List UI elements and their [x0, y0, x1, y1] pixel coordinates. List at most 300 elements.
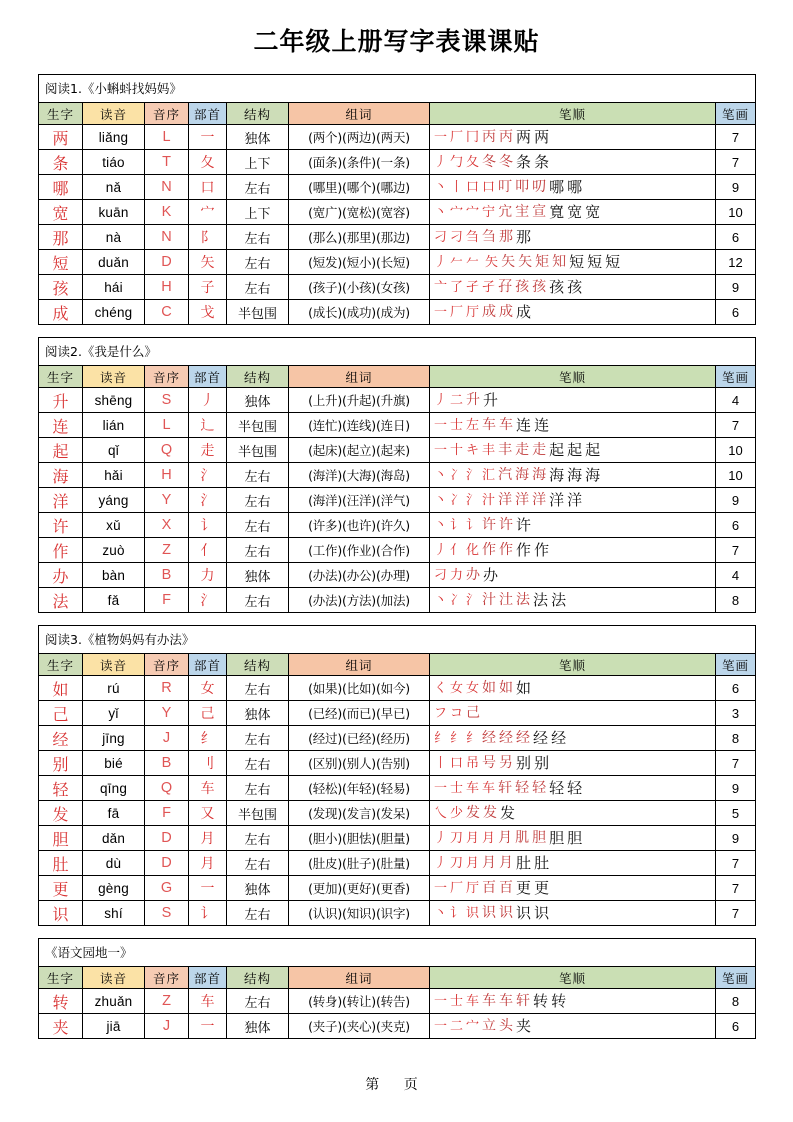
cell-radical: 氵 — [189, 488, 227, 513]
stroke-step: 经 — [482, 730, 497, 746]
cell-words: (成长)(成功)(成为) — [289, 300, 430, 325]
column-header-yin: 读音 — [83, 103, 145, 125]
stroke-step: 十 — [450, 442, 464, 458]
cell-character: 洋 — [39, 488, 83, 513]
stroke-step: 轻 — [567, 778, 583, 797]
stroke-step: 叮 — [498, 179, 513, 195]
cell-radical: 女 — [189, 676, 227, 701]
stroke-step: 丿 — [434, 392, 448, 408]
table-row — [39, 538, 756, 563]
cell-stroke-order — [430, 826, 716, 851]
column-header-jiegou: 结构 — [227, 967, 289, 989]
stroke-step: 胆 — [567, 828, 583, 847]
cell-pinyin: qīng — [83, 776, 145, 801]
cell-stroke-count: 7 — [716, 125, 756, 150]
cell-radical: 夂 — [189, 150, 227, 175]
cell-structure: 左右 — [227, 275, 289, 300]
stroke-step: 丶 — [434, 517, 448, 533]
cell-initial-letter: D — [145, 826, 189, 851]
cell-stroke-count: 9 — [716, 776, 756, 801]
cell-words: (孩子)(小孩)(女孩) — [289, 275, 430, 300]
cell-stroke-order — [430, 125, 716, 150]
cell-character: 识 — [39, 901, 83, 926]
cell-pinyin: shí — [83, 901, 145, 926]
cell-stroke-order — [430, 438, 716, 463]
cell-character: 胆 — [39, 826, 83, 851]
cell-words: (认识)(知识)(识字) — [289, 901, 430, 926]
cell-pinyin: zhuǎn — [83, 989, 145, 1014]
stroke-step: 乀 — [434, 805, 448, 821]
stroke-step: 哪 — [567, 177, 583, 196]
stroke-step: 吊 — [466, 755, 480, 771]
cell-stroke-order — [430, 901, 716, 926]
cell-initial-letter: J — [145, 726, 189, 751]
column-header-bushou: 部首 — [189, 103, 227, 125]
stroke-step: 孑 — [466, 279, 480, 295]
column-header-bishun: 笔顺 — [430, 654, 716, 676]
cell-stroke-count: 7 — [716, 851, 756, 876]
stroke-step: 口 — [466, 179, 480, 195]
stroke-step: 矢 — [518, 254, 533, 270]
column-header-zi: 生字 — [39, 366, 83, 388]
cell-character: 条 — [39, 150, 83, 175]
lesson-caption-row — [39, 626, 756, 654]
stroke-step: 那 — [499, 229, 514, 245]
stroke-step: 经 — [499, 730, 514, 746]
cell-pinyin: hái — [83, 275, 145, 300]
stroke-step: 丶 — [434, 592, 448, 608]
cell-structure: 独体 — [227, 876, 289, 901]
stroke-step: 一 — [434, 993, 448, 1009]
table-row — [39, 826, 756, 851]
cell-stroke-count: 9 — [716, 175, 756, 200]
cell-structure: 上下 — [227, 150, 289, 175]
cell-stroke-count: 6 — [716, 1014, 756, 1039]
column-header-yin: 读音 — [83, 654, 145, 676]
stroke-step: 一 — [434, 880, 448, 896]
stroke-step: 车 — [466, 780, 480, 796]
stroke-step: 法 — [516, 592, 531, 608]
stroke-step: 别 — [516, 753, 532, 772]
table-row — [39, 300, 756, 325]
table-header-row — [39, 103, 756, 125]
character-table — [38, 938, 756, 1039]
stroke-step: 经 — [551, 728, 567, 747]
cell-stroke-order — [430, 989, 716, 1014]
cell-words: (宽广)(宽松)(宽容) — [289, 200, 430, 225]
cell-initial-letter: X — [145, 513, 189, 538]
stroke-step: 轩 — [498, 780, 513, 796]
cell-character: 别 — [39, 751, 83, 776]
stroke-step: 夂 — [466, 154, 480, 170]
table-header-row — [39, 654, 756, 676]
stroke-step: 厂 — [450, 880, 464, 896]
cell-initial-letter: D — [145, 250, 189, 275]
cell-initial-letter: J — [145, 1014, 189, 1039]
stroke-step: 月 — [498, 830, 513, 846]
cell-stroke-count: 7 — [716, 901, 756, 926]
table-row — [39, 851, 756, 876]
stroke-step: 氵 — [466, 467, 480, 483]
stroke-step: 孩 — [532, 279, 547, 295]
stroke-step: 丨 — [450, 179, 464, 195]
cell-pinyin: duǎn — [83, 250, 145, 275]
cell-pinyin: fā — [83, 801, 145, 826]
table-row — [39, 388, 756, 413]
stroke-step: 月 — [466, 830, 480, 846]
cell-character: 轻 — [39, 776, 83, 801]
cell-stroke-order — [430, 200, 716, 225]
table-row — [39, 876, 756, 901]
stroke-step: 两 — [516, 127, 532, 146]
cell-stroke-order — [430, 175, 716, 200]
stroke-step: 一 — [434, 129, 448, 145]
cell-radical: 戈 — [189, 300, 227, 325]
cell-words: (那么)(那里)(那边) — [289, 225, 430, 250]
cell-pinyin: xǔ — [83, 513, 145, 538]
stroke-step: 条 — [534, 152, 550, 171]
stroke-step: 转 — [551, 991, 567, 1010]
cell-radical: 矢 — [189, 250, 227, 275]
table-row — [39, 776, 756, 801]
cell-character: 肚 — [39, 851, 83, 876]
stroke-step: 法 — [551, 590, 567, 609]
cell-pinyin: chéng — [83, 300, 145, 325]
column-header-yinxu: 音序 — [145, 103, 189, 125]
cell-stroke-order — [430, 150, 716, 175]
stroke-step: 更 — [516, 878, 532, 897]
cell-words: (工作)(作业)(合作) — [289, 538, 430, 563]
cell-words: (海洋)(汪洋)(洋气) — [289, 488, 430, 513]
cell-structure: 半包围 — [227, 413, 289, 438]
cell-pinyin: hǎi — [83, 463, 145, 488]
cell-character: 连 — [39, 413, 83, 438]
cell-pinyin: bié — [83, 751, 145, 776]
stroke-step: 号 — [482, 755, 497, 771]
cell-initial-letter: S — [145, 388, 189, 413]
stroke-step: 力 — [450, 567, 464, 583]
cell-words: (发现)(发言)(发呆) — [289, 801, 430, 826]
cell-stroke-order — [430, 488, 716, 513]
stroke-step: 轻 — [515, 780, 530, 796]
stroke-step: 成 — [499, 304, 514, 320]
stroke-step: 连 — [516, 415, 532, 434]
stroke-step: 汇 — [482, 467, 496, 483]
column-header-zi: 生字 — [39, 103, 83, 125]
stroke-step: 丿 — [434, 254, 448, 270]
cell-initial-letter: Y — [145, 488, 189, 513]
table-row — [39, 250, 756, 275]
cell-stroke-order — [430, 751, 716, 776]
stroke-step: 洋 — [515, 492, 530, 508]
cell-initial-letter: L — [145, 125, 189, 150]
stroke-step: 海 — [549, 465, 565, 484]
stroke-step: 刁 — [450, 229, 464, 245]
stroke-step: 车 — [499, 417, 514, 433]
cell-stroke-count: 6 — [716, 300, 756, 325]
stroke-step: 百 — [482, 880, 497, 896]
cell-structure: 左右 — [227, 175, 289, 200]
cell-pinyin: tiáo — [83, 150, 145, 175]
cell-initial-letter: R — [145, 676, 189, 701]
stroke-step: 口 — [482, 179, 496, 195]
stroke-step: キ — [466, 442, 480, 458]
cell-pinyin: yáng — [83, 488, 145, 513]
cell-pinyin: dǎn — [83, 826, 145, 851]
cell-initial-letter: B — [145, 751, 189, 776]
stroke-step: 丶 — [434, 204, 448, 220]
character-table — [38, 74, 756, 325]
cell-character: 起 — [39, 438, 83, 463]
cell-words: (胆小)(胆怯)(胆量) — [289, 826, 430, 851]
table-row — [39, 125, 756, 150]
stroke-step: 女 — [466, 680, 480, 696]
cell-stroke-order — [430, 876, 716, 901]
cell-stroke-order — [430, 250, 716, 275]
cell-words: (办法)(方法)(加法) — [289, 588, 430, 613]
stroke-step: 孩 — [567, 277, 583, 296]
lesson-block — [38, 74, 755, 325]
stroke-step: 丰 — [482, 442, 496, 458]
cell-pinyin: jiā — [83, 1014, 145, 1039]
cell-structure: 上下 — [227, 200, 289, 225]
stroke-step: 二 — [450, 1018, 464, 1034]
stroke-step: 肚 — [534, 853, 550, 872]
stroke-step: 车 — [482, 993, 497, 1009]
stroke-step: 轩 — [516, 993, 531, 1009]
stroke-step: 条 — [516, 152, 532, 171]
cell-radical: 己 — [189, 701, 227, 726]
stroke-step: 丶 — [434, 492, 448, 508]
cell-stroke-count: 10 — [716, 438, 756, 463]
stroke-step: 二 — [450, 392, 464, 408]
cell-character: 发 — [39, 801, 83, 826]
stroke-step: 作 — [499, 542, 514, 558]
stroke-step: 少 — [450, 805, 464, 821]
stroke-step: 宀 — [450, 204, 464, 220]
stroke-step: 宣 — [532, 204, 547, 220]
stroke-step: 海 — [567, 465, 583, 484]
cell-initial-letter: H — [145, 275, 189, 300]
table-row — [39, 901, 756, 926]
cell-pinyin: gèng — [83, 876, 145, 901]
stroke-step: 刍 — [482, 229, 497, 245]
cell-character: 作 — [39, 538, 83, 563]
stroke-step: 如 — [482, 680, 497, 696]
table-header-row — [39, 967, 756, 989]
cell-structure: 左右 — [227, 513, 289, 538]
stroke-step: 一 — [434, 442, 448, 458]
lesson-caption: 阅读3.《植物妈妈有办法》 — [39, 626, 756, 654]
cell-structure: 半包围 — [227, 438, 289, 463]
cell-character: 短 — [39, 250, 83, 275]
stroke-step: 宽 — [567, 202, 583, 221]
stroke-step: 氵 — [466, 492, 480, 508]
stroke-step: 洋 — [532, 492, 547, 508]
stroke-step: 宀 — [466, 1018, 480, 1034]
lesson-container — [38, 74, 755, 1039]
cell-structure: 左右 — [227, 250, 289, 275]
stroke-step: 海 — [585, 465, 601, 484]
cell-radical: 子 — [189, 275, 227, 300]
cell-radical: 辶 — [189, 413, 227, 438]
page-footer: 第 页 — [365, 1077, 428, 1093]
table-row — [39, 801, 756, 826]
stroke-step: 转 — [533, 991, 549, 1010]
stroke-step: 月 — [482, 855, 497, 871]
stroke-step: 月 — [482, 830, 496, 846]
stroke-step: 汁 — [482, 592, 497, 608]
column-header-yinxu: 音序 — [145, 654, 189, 676]
cell-initial-letter: F — [145, 801, 189, 826]
cell-words: (哪里)(哪个)(哪边) — [289, 175, 430, 200]
column-header-bihua: 笔画 — [716, 366, 756, 388]
stroke-step: 士 — [450, 780, 464, 796]
cell-words: (短发)(短小)(长短) — [289, 250, 430, 275]
stroke-step: 𠂉 — [450, 254, 464, 270]
cell-radical: 走 — [189, 438, 227, 463]
cell-pinyin: fǎ — [83, 588, 145, 613]
stroke-step: 法 — [533, 590, 549, 609]
column-header-bushou: 部首 — [189, 654, 227, 676]
cell-radical: 月 — [189, 851, 227, 876]
stroke-step: 发 — [466, 805, 481, 821]
cell-initial-letter: Z — [145, 989, 189, 1014]
cell-pinyin: jīng — [83, 726, 145, 751]
table-row — [39, 463, 756, 488]
stroke-step: 矢 — [501, 254, 516, 270]
cell-structure: 独体 — [227, 1014, 289, 1039]
column-header-zi: 生字 — [39, 654, 83, 676]
lesson-caption-row — [39, 338, 756, 366]
stroke-step: 孖 — [498, 279, 513, 295]
cell-words: (更加)(更好)(更香) — [289, 876, 430, 901]
table-row — [39, 413, 756, 438]
stroke-step: 士 — [450, 417, 464, 433]
column-header-bihua: 笔画 — [716, 654, 756, 676]
stroke-step: 识 — [482, 905, 497, 921]
cell-stroke-count: 3 — [716, 701, 756, 726]
stroke-step: 丰 — [498, 442, 513, 458]
cell-stroke-order — [430, 300, 716, 325]
stroke-step: 冂 — [466, 129, 480, 145]
stroke-step: 厅 — [466, 880, 480, 896]
stroke-step: 勹 — [450, 154, 464, 170]
cell-stroke-order — [430, 538, 716, 563]
column-header-bihua: 笔画 — [716, 103, 756, 125]
stroke-step: 冬 — [499, 154, 514, 170]
stroke-step: 左 — [466, 417, 480, 433]
column-header-yin: 读音 — [83, 967, 145, 989]
stroke-step: 起 — [567, 440, 583, 459]
cell-words: (上升)(升起)(升旗) — [289, 388, 430, 413]
cell-structure: 左右 — [227, 826, 289, 851]
stroke-step: 哪 — [549, 177, 565, 196]
cell-initial-letter: L — [145, 413, 189, 438]
stroke-step: 升 — [483, 390, 499, 409]
stroke-step: 更 — [534, 878, 550, 897]
cell-character: 更 — [39, 876, 83, 901]
cell-character: 己 — [39, 701, 83, 726]
cell-stroke-count: 6 — [716, 225, 756, 250]
column-header-jiegou: 结构 — [227, 654, 289, 676]
stroke-step: 办 — [466, 567, 481, 583]
column-header-zuci: 组词 — [289, 103, 430, 125]
cell-stroke-order — [430, 701, 716, 726]
cell-stroke-count: 7 — [716, 538, 756, 563]
cell-pinyin: nǎ — [83, 175, 145, 200]
stroke-step: 讠 — [450, 905, 464, 921]
cell-radical: 丿 — [189, 388, 227, 413]
cell-structure: 左右 — [227, 851, 289, 876]
stroke-step: 汢 — [499, 592, 514, 608]
table-row — [39, 200, 756, 225]
stroke-step: 走 — [532, 442, 547, 458]
cell-stroke-count: 8 — [716, 726, 756, 751]
stroke-step: 女 — [450, 680, 464, 696]
cell-pinyin: nà — [83, 225, 145, 250]
stroke-step: 两 — [534, 127, 550, 146]
cell-stroke-count: 8 — [716, 989, 756, 1014]
stroke-step: 识 — [516, 903, 532, 922]
cell-radical: 讠 — [189, 901, 227, 926]
stroke-step: 叨 — [532, 179, 547, 195]
cell-words: (转身)(转让)(转告) — [289, 989, 430, 1014]
stroke-step: 丿 — [434, 830, 448, 846]
cell-character: 升 — [39, 388, 83, 413]
cell-radical: 一 — [189, 125, 227, 150]
stroke-step: 另 — [499, 755, 514, 771]
cell-radical: 车 — [189, 776, 227, 801]
cell-pinyin: yǐ — [83, 701, 145, 726]
lesson-caption-row — [39, 939, 756, 967]
lesson-block — [38, 938, 755, 1039]
stroke-step: 作 — [482, 542, 497, 558]
stroke-step: 冫 — [450, 592, 464, 608]
stroke-step: 夹 — [516, 1016, 532, 1035]
stroke-step: 成 — [516, 302, 532, 321]
stroke-step: 车 — [482, 417, 497, 433]
stroke-step: 短 — [569, 252, 585, 271]
stroke-step: 那 — [516, 227, 532, 246]
stroke-step: 亠 — [434, 279, 448, 295]
stroke-step: 升 — [466, 392, 481, 408]
cell-initial-letter: D — [145, 851, 189, 876]
cell-stroke-order — [430, 388, 716, 413]
cell-stroke-order — [430, 801, 716, 826]
stroke-step: 厅 — [466, 304, 480, 320]
cell-character: 法 — [39, 588, 83, 613]
stroke-step: 海 — [515, 467, 530, 483]
table-row — [39, 275, 756, 300]
cell-words: (连忙)(连线)(连日) — [289, 413, 430, 438]
table-row — [39, 488, 756, 513]
cell-pinyin: liǎng — [83, 125, 145, 150]
cell-words: (肚皮)(肚子)(肚量) — [289, 851, 430, 876]
stroke-step: 立 — [482, 1018, 497, 1034]
stroke-step: 起 — [549, 440, 565, 459]
stroke-step: 汁 — [482, 492, 496, 508]
stroke-step: 冫 — [450, 492, 464, 508]
stroke-step: 车 — [499, 993, 514, 1009]
cell-radical: 又 — [189, 801, 227, 826]
cell-words: (办法)(办公)(办理) — [289, 563, 430, 588]
stroke-step: 刁 — [434, 229, 448, 245]
stroke-step: 矩 — [535, 254, 550, 270]
table-row — [39, 513, 756, 538]
stroke-step: 成 — [482, 304, 497, 320]
stroke-step: 口 — [450, 755, 464, 771]
